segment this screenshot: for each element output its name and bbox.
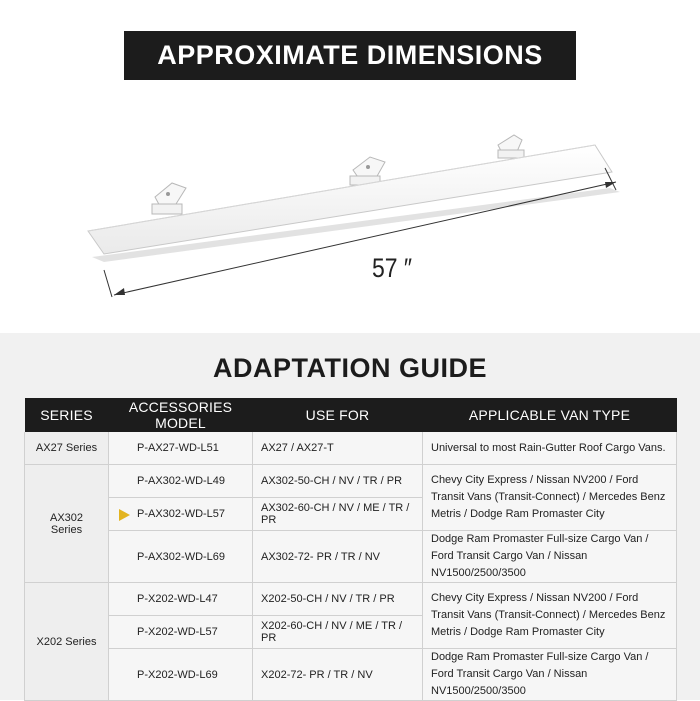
model-cell: P-X202-WD-L57 (109, 616, 253, 649)
model-cell: P-AX27-WD-L51 (109, 432, 253, 465)
highlight-arrow-icon (119, 509, 130, 521)
table-header-row (25, 398, 677, 432)
table-row (25, 531, 677, 583)
mounting-bracket-left (152, 183, 186, 214)
model-cell: P-AX302-WD-L49 (109, 465, 253, 498)
van-type-cell: Chevy City Express / Nissan NV200 / Ford Transit Vans (Transit-Connect) / Mercedes Benz Metris / Dodge Ram Promaster City (423, 465, 677, 531)
model-label: P-AX302-WD-L57 (137, 508, 226, 520)
table-row (25, 649, 677, 701)
length-measurement: 57 ″ (372, 253, 413, 283)
use-for-cell: X202-72- PR / TR / NV (253, 649, 423, 701)
use-for-cell: AX302-50-CH / NV / TR / PR (253, 465, 423, 498)
mounting-bracket-right (498, 135, 524, 158)
series-cell: AX27 Series (25, 432, 109, 465)
use-for-cell: X202-50-CH / NV / TR / PR (253, 583, 423, 616)
van-type-cell: Dodge Ram Promaster Full-size Cargo Van / Ford Transit Cargo Van / Nissan NV1500/2500/3500 (423, 649, 677, 701)
series-cell: X202 Series (25, 583, 109, 701)
mounting-bracket-middle (350, 157, 385, 185)
use-for-cell: AX302-72- PR / TR / NV (253, 531, 423, 583)
adaptation-table (24, 398, 677, 701)
dimensions-banner: APPROXIMATE DIMENSIONS (124, 31, 576, 80)
table-row (25, 583, 677, 616)
van-type-cell: Dodge Ram Promaster Full-size Cargo Van / Ford Transit Cargo Van / Nissan NV1500/2500/3500 (423, 531, 677, 583)
header-van-type: APPLICABLE VAN TYPE (423, 398, 677, 432)
wind-deflector-illustration (0, 100, 700, 330)
use-for-cell: AX27 / AX27-T (253, 432, 423, 465)
table-row (25, 432, 677, 465)
model-cell: P-X202-WD-L69 (109, 649, 253, 701)
van-type-cell: Chevy City Express / Nissan NV200 / Ford Transit Vans (Transit-Connect) / Mercedes Benz Metris / Dodge Ram Promaster City (423, 583, 677, 649)
table-row (25, 465, 677, 498)
header-series: SERIES (25, 398, 109, 432)
product-section (0, 0, 700, 333)
model-cell-highlighted (109, 498, 253, 531)
use-for-cell: AX302-60-CH / NV / ME / TR / PR (253, 498, 423, 531)
van-type-cell: Universal to most Rain-Gutter Roof Cargo Vans. (423, 432, 677, 465)
header-use-for: USE FOR (253, 398, 423, 432)
model-cell: P-AX302-WD-L69 (109, 531, 253, 583)
model-cell: P-X202-WD-L47 (109, 583, 253, 616)
header-accessories-model: ACCESSORIES MODEL (109, 398, 253, 432)
series-cell: AX302 Series (25, 465, 109, 583)
guide-title: ADAPTATION GUIDE (213, 353, 487, 383)
use-for-cell: X202-60-CH / NV / ME / TR / PR (253, 616, 423, 649)
